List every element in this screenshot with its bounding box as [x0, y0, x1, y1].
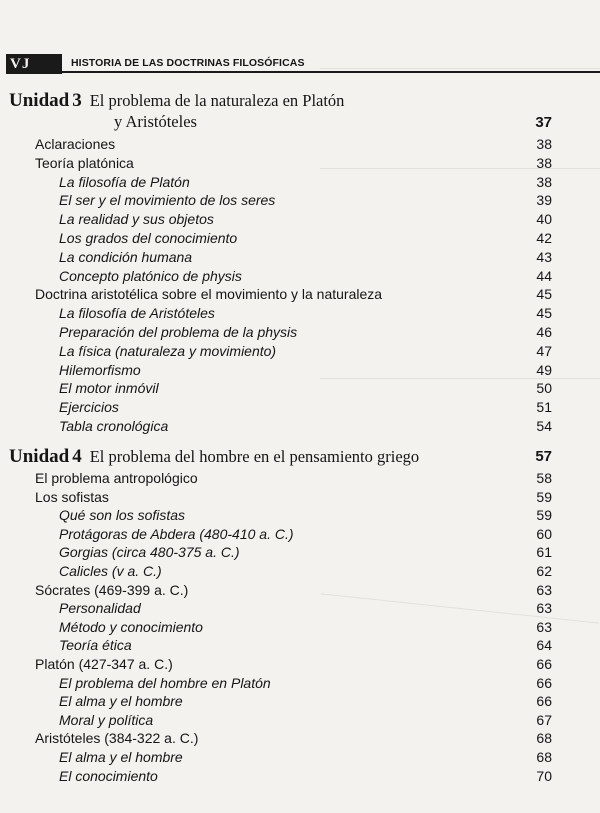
toc-entry-page: 47: [536, 342, 552, 359]
toc-entry: [0, 636, 600, 655]
toc-entry-title: Aristóteles (384-322 a. C.): [35, 730, 199, 747]
toc-entry: [0, 506, 600, 525]
toc-entry-page: 39: [536, 192, 552, 209]
toc-entry-page: 38: [536, 173, 552, 190]
toc-entry-title: El problema antropológico: [35, 470, 198, 486]
toc-entry-title: Platón (427-347 a. C.): [35, 656, 173, 672]
toc-entry-page: 60: [536, 525, 552, 542]
unit-4-page: 57: [535, 448, 552, 465]
toc-entry-page: 70: [536, 767, 552, 784]
toc-entry-title: Preparación del problema de la physis: [59, 324, 298, 340]
toc-entry-page: 38: [536, 136, 552, 152]
toc-entry: [0, 581, 600, 600]
toc-entry-title: Moral y política: [59, 711, 154, 728]
toc-entry-title: Aclaraciones: [35, 136, 116, 152]
toc-entry-title: El alma y el hombre: [59, 749, 183, 765]
toc-entry-page: 63: [536, 618, 552, 635]
toc-entry: [0, 599, 600, 618]
toc-entry-title: Hilemorfismo: [59, 361, 141, 378]
header-rule: [62, 71, 600, 73]
toc-entry-title: Sócrates (469-399 a. C.): [35, 581, 189, 598]
toc-entry-page: 44: [536, 267, 552, 284]
toc-entry-title: El problema del hombre en Platón: [59, 674, 271, 691]
toc-entry-title: Tabla cronológica: [59, 418, 169, 434]
toc-entry: [0, 304, 600, 323]
toc-entry-title: Concepto platónico de physis: [59, 267, 242, 284]
book-title: HISTORIA DE LAS DOCTRINAS FILOSÓFICAS: [71, 57, 305, 69]
toc-entry: [0, 135, 600, 154]
toc-entry-title: Personalidad: [59, 600, 141, 617]
unit-label: Unidad: [9, 90, 70, 111]
toc-entry: [0, 469, 600, 488]
toc-entry-title: La física (naturaleza y movimiento): [59, 342, 277, 359]
toc-entry-title: Protágoras de Abdera (480-410 a. C.): [59, 525, 294, 542]
toc-entry: [0, 248, 600, 267]
toc-entry-page: 68: [536, 749, 552, 765]
toc-entry-page: 63: [536, 581, 552, 598]
toc-entry-title: La filosofía de Platón: [59, 173, 190, 190]
unit-number: 3: [72, 90, 82, 111]
toc-entry-title: Qué son los sofistas: [59, 507, 186, 524]
toc-entry-title: Gorgias (circa 480-375 a. C.): [59, 544, 240, 561]
toc-entry-page: 66: [536, 693, 552, 710]
toc-entry: [0, 173, 600, 192]
toc-entry-title: La filosofía de Aristóteles: [59, 305, 215, 322]
toc-entry-page: 42: [536, 230, 552, 246]
toc-entry: [0, 342, 600, 361]
unit-number: 4: [72, 446, 82, 467]
toc-entry-page: 43: [536, 248, 552, 265]
toc-entry: [0, 361, 600, 380]
toc-entry-page: 64: [536, 637, 552, 654]
toc-entry: [0, 191, 600, 210]
toc-entry-title: El ser y el movimiento de los seres: [59, 192, 276, 209]
toc-entry-page: 51: [536, 399, 552, 416]
toc-entry: [0, 210, 600, 229]
toc-entry: [0, 543, 600, 562]
unit-3-heading: [9, 90, 344, 112]
toc-entry-page: 38: [536, 154, 552, 171]
unit-title: El problema del hombre en el pensamiento griego: [89, 447, 420, 466]
toc-entry: [0, 562, 600, 581]
toc-entry-page: 49: [536, 361, 552, 378]
toc-entry: [0, 767, 600, 786]
toc-entry: [0, 229, 600, 248]
toc-entry: [0, 711, 600, 730]
toc-entry-title: El motor inmóvil: [59, 380, 159, 397]
toc-entry: [0, 323, 600, 342]
unit-label: Unidad: [9, 446, 70, 467]
toc-entry: [0, 692, 600, 711]
toc-entry-title: Teoría ética: [59, 637, 132, 654]
toc-entry: [0, 488, 600, 507]
toc-entry-page: 66: [536, 674, 552, 691]
toc-entry-page: 63: [536, 600, 552, 617]
toc-entry-title: La condición humana: [59, 248, 193, 265]
toc-entry: [0, 525, 600, 544]
toc-entry: [0, 285, 600, 304]
toc-entry-page: 45: [536, 305, 552, 322]
toc-entry-title: Ejercicios: [59, 399, 119, 416]
toc-entry-page: 58: [536, 470, 552, 486]
toc-entry-page: 66: [536, 656, 552, 672]
unit-title: El problema de la naturaleza en Platón: [89, 91, 345, 110]
unit-3-page-row: [0, 113, 600, 132]
unit-title-line2: y Aristóteles: [114, 112, 197, 131]
toc-entry: [0, 618, 600, 637]
running-header: [0, 50, 600, 76]
toc-entry-page: 59: [536, 507, 552, 524]
toc-entry-page: 59: [536, 488, 552, 505]
toc-entry: [0, 379, 600, 398]
toc-entry: [0, 417, 600, 436]
toc-entry-title: La realidad y sus objetos: [59, 211, 214, 228]
toc-entry: [0, 655, 600, 674]
toc-entry-title: El alma y el hombre: [59, 693, 183, 710]
toc-entry-page: 54: [536, 418, 552, 434]
toc-entry: [0, 154, 600, 173]
toc-entry-page: 68: [536, 730, 552, 747]
toc-entry: [0, 398, 600, 417]
toc-entry-title: Los sofistas: [35, 488, 109, 505]
toc-entry-page: 61: [536, 544, 552, 561]
toc-entry: [0, 748, 600, 767]
toc-entry: [0, 267, 600, 286]
toc-entry-page: 62: [536, 563, 552, 579]
toc-entry-page: 46: [536, 324, 552, 340]
toc-entry: [0, 729, 600, 748]
unit-3-page: 37: [535, 114, 552, 131]
toc-entry-page: 50: [536, 380, 552, 397]
toc-entry-title: Doctrina aristotélica sobre el movimiento y la naturaleza: [35, 286, 383, 303]
toc-entry-title: Teoría platónica: [35, 154, 134, 171]
toc-entry-title: Calicles (v a. C.): [59, 563, 162, 579]
toc-entry-title: Método y conocimiento: [59, 618, 203, 635]
toc-entry-page: 40: [536, 211, 552, 228]
unit-4-page-row: [0, 447, 600, 466]
toc-entry: [0, 674, 600, 693]
toc-entry-title: El conocimiento: [59, 767, 158, 784]
toc-entry-page: 67: [536, 711, 552, 728]
toc-entry-page: 45: [536, 286, 552, 303]
toc-entry-title: Los grados del conocimiento: [59, 230, 238, 246]
publisher-logo: VJ: [6, 54, 62, 74]
